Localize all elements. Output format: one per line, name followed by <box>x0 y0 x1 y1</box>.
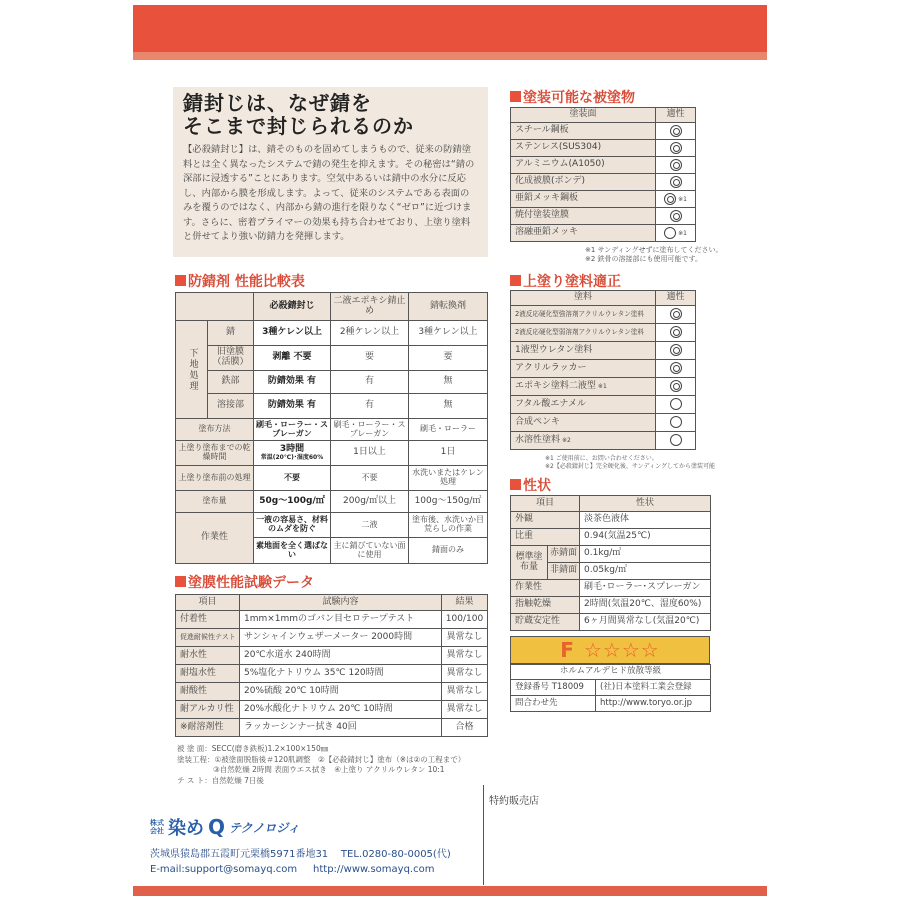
footnote-mark: ※2 <box>562 436 571 444</box>
suitability-cell <box>656 414 696 432</box>
property-sublabel: 非錆面 <box>548 563 580 580</box>
suitability-cell <box>656 157 696 174</box>
row-label: 上塗り塗布前の処理 <box>176 466 254 491</box>
comparison-cell: 水洗いまたはケレン処理 <box>409 466 488 491</box>
substrates-header: 塗装面 <box>511 108 656 123</box>
substrates-name <box>511 174 656 191</box>
topcoats-name-text: アクリルラッカー <box>515 362 587 373</box>
intro-title <box>183 92 478 138</box>
company-url[interactable]: http://www.somayq.com <box>313 864 435 875</box>
comparison-cell: 要 <box>331 346 409 371</box>
substrates-name-text: 亜鉛メッキ鋼板 <box>515 193 579 204</box>
suitability-cell <box>656 191 696 208</box>
double-circle-icon <box>670 380 682 392</box>
topcoats-name <box>511 306 656 324</box>
contact-label: 問合わせ先 <box>511 696 596 712</box>
substrates-name-text: 溶融亜鉛メッキ <box>515 227 579 238</box>
intro-box <box>173 87 488 257</box>
comparison-row <box>176 321 488 346</box>
comparison-corner <box>176 293 254 321</box>
company-logo <box>150 814 300 840</box>
test-content: 20%水酸化ナトリウム 20℃ 10時間 <box>240 701 442 719</box>
property-value: 刷毛･ローラー･スプレーガン <box>580 580 711 597</box>
comparison-cell: 有 <box>331 371 409 394</box>
company-name: 染め <box>168 818 204 839</box>
topcoats-name <box>511 432 656 450</box>
substrates-name <box>511 191 656 208</box>
substrates-row <box>511 191 696 208</box>
circle-icon <box>664 227 676 239</box>
test-item: 耐塩水性 <box>176 665 240 683</box>
film-test-row <box>176 629 488 647</box>
comparison-cell: 不要 <box>254 466 331 491</box>
double-circle-icon <box>670 142 682 154</box>
row-label: 塗布量 <box>176 491 254 513</box>
topcoats-name <box>511 414 656 432</box>
row-label: 溶接部 <box>208 394 254 419</box>
topcoats-row <box>511 414 696 432</box>
grade-caption: ホルムアルデヒド放散等級 <box>511 665 711 680</box>
test-content: 1mm×1mmのゴバン目セロテープテスト <box>240 611 442 629</box>
comparison-cell: 2種ケレン以上 <box>331 321 409 346</box>
topcoats-name-text: 合成ペンキ <box>515 416 561 427</box>
suitability-cell <box>656 432 696 450</box>
comparison-row <box>176 419 488 441</box>
film-test-header: 試験内容 <box>240 595 442 611</box>
test-result: 異常なし <box>442 647 488 665</box>
row-label: 上塗り塗布までの乾燥時間 <box>176 441 254 466</box>
substrates-name-text: スチール鋼板 <box>515 125 569 136</box>
comparison-cell: 刷毛・ローラー <box>409 419 488 441</box>
row-label: 鉄部 <box>208 371 254 394</box>
row-label: 塗布方法 <box>176 419 254 441</box>
comparison-row <box>176 371 488 394</box>
substrates-name <box>511 140 656 157</box>
film-test-notes <box>177 744 465 786</box>
cell-main: 3時間 <box>279 443 305 454</box>
comparison-cell: 無 <box>409 394 488 419</box>
cell-sub: 常温(20℃)･湿度60% <box>260 453 324 461</box>
substrates-row <box>511 123 696 140</box>
double-circle-icon <box>670 159 682 171</box>
topcoats-row <box>511 342 696 360</box>
company-type: 株式会社 <box>150 819 164 835</box>
substrates-name <box>511 208 656 225</box>
film-test-row <box>176 665 488 683</box>
row-label: 錆 <box>208 321 254 346</box>
film-test-row <box>176 701 488 719</box>
comparison-cell: 50g～100g/㎡ <box>254 491 331 513</box>
property-value: 0.94(気温25℃) <box>580 529 711 546</box>
test-result: 異常なし <box>442 701 488 719</box>
film-test-header: 項目 <box>176 595 240 611</box>
test-item: ※耐溶剤性 <box>176 719 240 737</box>
suitability-cell <box>656 306 696 324</box>
topcoats-row <box>511 396 696 414</box>
double-circle-icon <box>670 362 682 374</box>
comparison-cell: 200g/㎡以上 <box>331 491 409 513</box>
comparison-cell: 素地面を全く選ばない <box>254 538 331 564</box>
film-test-note: ③自然乾燥 2時間 表面ウエス拭き ④上塗り アクリルウレタン 10:1 <box>213 765 445 774</box>
comparison-row <box>176 346 488 371</box>
formaldehyde-grade-box <box>510 636 710 712</box>
test-content: 20%硫酸 20℃ 10時間 <box>240 683 442 701</box>
comparison-cell: 一液の容易さ、材料のムダを防ぐ <box>254 513 331 538</box>
substrates-name <box>511 123 656 140</box>
bottom-banner <box>133 886 767 896</box>
topcoats-name-text: フタル酸エナメル <box>515 398 587 409</box>
double-circle-icon <box>670 210 682 222</box>
comparison-cell: 錆面のみ <box>409 538 488 564</box>
comparison-cell <box>254 441 331 466</box>
test-content: 5%塩化ナトリウム 35℃ 120時間 <box>240 665 442 683</box>
substrates-row <box>511 157 696 174</box>
comparison-header: 二液エポキシ錆止め <box>331 293 409 321</box>
comparison-table <box>175 292 488 564</box>
property-value: 2時間(気温20℃、湿度60%) <box>580 597 711 614</box>
film-test-row <box>176 647 488 665</box>
properties-table <box>510 495 711 631</box>
topcoats-heading: 上塗り塗料適正 <box>510 271 621 291</box>
substrates-row <box>511 225 696 242</box>
suitability-cell <box>656 324 696 342</box>
topcoats-name-text: 水溶性塗料 <box>515 434 561 445</box>
comparison-row <box>176 491 488 513</box>
suitability-cell <box>656 225 696 242</box>
substrates-name-text: 焼付塗装塗膜 <box>515 210 570 221</box>
suitability-cell <box>656 342 696 360</box>
company-address: 茨城県猿島郡五霞町元栗橋5971番地31 <box>150 849 329 860</box>
topcoats-name-text: 2液反応硬化型強溶剤アクリルウレタン塗料 <box>515 309 645 318</box>
comparison-cell: 剥離 不要 <box>254 346 331 371</box>
circle-icon <box>670 434 682 446</box>
registration-label: 登録番号 T18009 <box>511 680 596 696</box>
company-name-suffix: テクノロジィ <box>229 820 300 835</box>
test-item: 耐水性 <box>176 647 240 665</box>
intro-body: 【必殺錆封じ】は、錆そのものを固めてしまうもので、従来の防錆塗料とは全く異なったシステムで錆の発生を抑えます。その秘密は“錆の深部に浸透する”ことにあります。空気中あるいは錆中の水分に反応し、内部から膜を形成します。よって、従来のシステムである表面のみを覆うのではなく、内部から錆の進行を限りなく“ゼロ”に近づけます。さらに、密着プライマーの効果も持ち合わせており、上塗り塗料と併せてより強い防錆力を発揮します。 <box>183 144 475 242</box>
topcoats-name-text: 2液反応硬化型弱溶剤アクリルウレタン塗料 <box>515 327 645 336</box>
comparison-cell: 100g～150g/㎡ <box>409 491 488 513</box>
substrates-name-text: ステンレス(SUS304) <box>515 142 602 153</box>
property-value: 淡茶色液体 <box>580 512 711 529</box>
topcoats-row <box>511 306 696 324</box>
comparison-row <box>176 441 488 466</box>
substrates-row <box>511 208 696 225</box>
topcoats-name <box>511 342 656 360</box>
topcoats-name <box>511 324 656 342</box>
film-test-row <box>176 719 488 737</box>
suitability-cell <box>656 123 696 140</box>
comparison-cell: 1日以上 <box>331 441 409 466</box>
double-circle-icon <box>670 344 682 356</box>
topcoats-name <box>511 378 656 396</box>
suitability-cell <box>656 396 696 414</box>
comparison-cell: 防錆効果 有 <box>254 371 331 394</box>
film-test-heading: 塗膜性能試験データ <box>175 572 314 592</box>
film-test-header: 結果 <box>442 595 488 611</box>
substrates-row <box>511 140 696 157</box>
company-q-mark: Q <box>208 815 226 839</box>
company-email[interactable]: E-mail:support@somayq.com <box>150 864 298 875</box>
comparison-row <box>176 513 488 538</box>
comparison-cell: 3種ケレン以上 <box>409 321 488 346</box>
test-content: サンシャインウェザーメーター 2000時間 <box>240 629 442 647</box>
comparison-cell: 1日 <box>409 441 488 466</box>
film-test-note: テ ス ト：自然乾燥 7日後 <box>177 775 264 785</box>
property-label: 比重 <box>511 529 580 546</box>
substrates-name <box>511 225 656 242</box>
comparison-cell: 有 <box>331 394 409 419</box>
comparison-cell: 不要 <box>331 466 409 491</box>
star-rating-icons: ☆☆☆☆ <box>583 638 660 662</box>
circle-icon <box>670 416 682 428</box>
comparison-cell: 刷毛・ローラー・スプレーガン <box>254 419 331 441</box>
suitability-cell <box>656 378 696 396</box>
topcoats-note: ※2【必殺錆封じ】完全硬化後、サンディングしてから塗装可能 <box>545 463 715 470</box>
dealer-label: 特約販売店 <box>489 796 539 807</box>
footnote-mark: ※1 <box>678 196 687 204</box>
property-label: 貯蔵安定性 <box>511 614 580 631</box>
film-test-row <box>176 611 488 629</box>
registration-value: (社)日本塗料工業会登録 <box>596 680 711 696</box>
substrates-name-text: アルミニウム(A1050) <box>515 159 605 170</box>
properties-header: 項目 <box>511 496 580 512</box>
film-test-note: 被 塗 面：SECC(磨き鉄板)1.2×100×150㎜ <box>177 744 329 753</box>
comparison-row <box>176 394 488 419</box>
test-item: 促進耐候性テスト <box>176 629 240 647</box>
comparison-cell: 無 <box>409 371 488 394</box>
film-test-table <box>175 594 488 737</box>
comparison-cell: 二液 <box>331 513 409 538</box>
company-contact-line <box>150 864 434 876</box>
comparison-header: 錆転換剤 <box>409 293 488 321</box>
comparison-cell: 刷毛・ローラー・スプレーガン <box>331 419 409 441</box>
property-value: 0.05kg/㎡ <box>580 563 711 580</box>
comparison-heading: 防錆剤 性能比較表 <box>175 271 305 291</box>
test-result: 異常なし <box>442 665 488 683</box>
substrates-name <box>511 157 656 174</box>
intro-title-line: そこまで封じられるのか <box>183 114 414 138</box>
suitability-cell <box>656 140 696 157</box>
property-label: 標準塗布量 <box>511 546 548 580</box>
test-item: 耐酸性 <box>176 683 240 701</box>
row-label: 作業性 <box>176 513 254 564</box>
group-label-substrate-prep: 下地処理 <box>176 321 208 419</box>
test-result: 100/100 <box>442 611 488 629</box>
double-circle-icon <box>664 193 676 205</box>
substrates-row <box>511 174 696 191</box>
contact-link[interactable]: http://www.toryo.or.jp <box>596 696 711 712</box>
test-result: 異常なし <box>442 683 488 701</box>
company-address-line <box>150 849 451 861</box>
dealer-divider <box>483 785 484 885</box>
property-label: 外観 <box>511 512 580 529</box>
substrates-header: 適性 <box>656 108 696 123</box>
topcoats-table <box>510 290 696 450</box>
property-value: 0.1kg/㎡ <box>580 546 711 563</box>
test-result: 異常なし <box>442 629 488 647</box>
test-item: 耐アルカリ性 <box>176 701 240 719</box>
comparison-cell: 防錆効果 有 <box>254 394 331 419</box>
test-result: 合格 <box>442 719 488 737</box>
suitability-cell <box>656 360 696 378</box>
double-circle-icon <box>670 326 682 338</box>
topcoats-row <box>511 378 696 396</box>
topcoats-name-text: 1液型ウレタン塗料 <box>515 344 593 355</box>
topcoats-row <box>511 324 696 342</box>
properties-heading: 性状 <box>510 475 551 495</box>
property-label: 指触乾燥 <box>511 597 580 614</box>
comparison-header: 必殺錆封じ <box>254 293 331 321</box>
properties-header: 性状 <box>580 496 711 512</box>
topcoats-header: 塗料 <box>511 291 656 306</box>
topcoats-name <box>511 396 656 414</box>
film-test-row <box>176 683 488 701</box>
row-label: 旧塗膜（活膜） <box>208 346 254 371</box>
company-tel: TEL.0280-80-0005(代) <box>340 849 451 860</box>
topcoats-name-text: エポキシ塗料二液型 <box>515 380 596 391</box>
double-circle-icon <box>670 125 682 137</box>
topcoats-row <box>511 432 696 450</box>
property-label: 作業性 <box>511 580 580 597</box>
comparison-cell: 塗布後、水洗いか目荒らしの作業 <box>409 513 488 538</box>
comparison-cell: 3種ケレン以上 <box>254 321 331 346</box>
top-banner <box>133 5 767 60</box>
substrates-heading: 塗装可能な被塗物 <box>510 87 635 107</box>
intro-title-line: 錆封じは、なぜ錆を <box>183 91 372 115</box>
double-circle-icon <box>670 308 682 320</box>
suitability-cell <box>656 208 696 225</box>
footnote-mark: ※1 <box>597 382 607 390</box>
suitability-cell <box>656 174 696 191</box>
property-sublabel: 赤錆面 <box>548 546 580 563</box>
comparison-row <box>176 466 488 491</box>
substrates-notes <box>585 246 723 264</box>
test-content: ラッカーシンナー拭き 40回 <box>240 719 442 737</box>
film-test-note: 塗装工程：①被塗面脱脂後＃120肌調整 ②【必殺錆封じ】塗布（※は②の工程まで） <box>177 754 466 764</box>
footnote-mark: ※1 <box>678 230 687 238</box>
comparison-cell: 要 <box>409 346 488 371</box>
substrates-table <box>510 107 696 242</box>
substrates-name-text: 化成被膜(ボンデ) <box>515 176 586 187</box>
circle-icon <box>670 398 682 410</box>
topcoats-row <box>511 360 696 378</box>
topcoats-name <box>511 360 656 378</box>
test-item: 付着性 <box>176 611 240 629</box>
grade-letter: F <box>560 638 574 662</box>
comparison-cell: 主に錆びていない面に使用 <box>331 538 409 564</box>
topcoats-header: 適性 <box>656 291 696 306</box>
substrates-note: ※2 鉄骨の溶接部にも使用可能です。 <box>585 255 702 263</box>
double-circle-icon <box>670 176 682 188</box>
topcoats-notes <box>545 455 715 471</box>
property-value: 6ヶ月間異常なし(気温20℃) <box>580 614 711 631</box>
topcoats-note: ※1 ご使用前に、お問い合わせください。 <box>545 455 658 462</box>
test-content: 20℃水道水 240時間 <box>240 647 442 665</box>
substrates-note: ※1 サンディングせずに塗布してください。 <box>585 246 723 254</box>
